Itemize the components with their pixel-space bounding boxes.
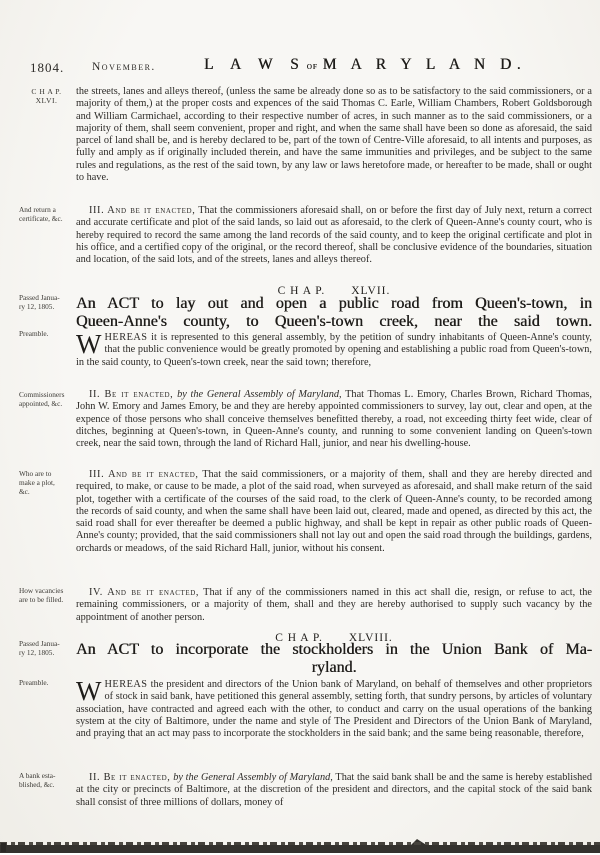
enacting-clause: III. And be it enacted, [89, 205, 196, 216]
enacting-clause: III. And be it enacted, [89, 469, 199, 480]
chapter-number: XLVII. [351, 285, 391, 297]
title-maryland: M A R Y L A N D. [322, 56, 527, 73]
margin-note-line: Passed Janua- [19, 639, 60, 648]
chap47-section4-paragraph [76, 587, 592, 624]
margin-note-line: Preamble. [19, 678, 49, 687]
section-text: That the commissioners aforesaid shall, on or before the first day of July next, return a correct and accurate certificate and plot of the said lands, so laid out as aforesaid, to the clerk of Queen-Anne's county court, who is hereby required to record the same among the land records of the said county, and to keep the original certificate and plot in his office, and a certified copy of the original, or the record thereof, shall be conclusive evidence of the boundaries, situation and location, of the said lots, and of the streets, lanes and alleys thereof. [76, 205, 592, 266]
margin-note-line: make a plot, [19, 478, 55, 487]
section-text: the president and directors of the Union bank of Maryland, on behalf of themselves and other proprietors of stock in said bank, have petitioned this general assembly, setting forth, that sundry persons, by articles of voluntary association, have contracted and agreed each with the other, to conduct and carry on the usual operations of the banking system at the city of Baltimore, under the name and style of The President and Directors of the Union Bank of Maryland, and praying that an act may pass to incorporate the stockholders in the said bank; and the same being reasonable, therefore, [76, 679, 592, 740]
act-title-line: An ACT to incorporate the stockholders in the Union Bank of Ma- [76, 641, 592, 658]
margin-note-bank-established [19, 771, 74, 789]
page-title [204, 56, 526, 74]
chapter-label: C H A P. [277, 285, 326, 297]
drop-cap-w: W [76, 329, 102, 359]
section-text: it is represented to this general assembly, by the petition of sundry inhabitants of Queen-Anne's county, that the public convenience would be greatly promoted by opening and establishing a public road from Queen's-town, in the said county, to Queen's-town creek, near the said town; therefore, [76, 332, 592, 368]
whereas-caps: HEREAS [104, 332, 148, 343]
act-title-48 [76, 641, 592, 677]
margin-note-line: A bank esta- [19, 771, 56, 780]
margin-note-line: are to be filled. [19, 595, 64, 604]
margin-note-make-plot [19, 469, 74, 496]
section-text: That the said commissioners, or a majority of them, shall and they are hereby directed and required, to make, or cause to be made, a plot of the said road, when surveyed as aforesaid, and shall make return of the said plot, together with a certificate of the courses of the said road, to the clerk of Queen-Anne's county, to be recorded among the records of said county, and when the same shall have been laid out, cleared, made and opened, as directed by this act, the said road shall for ever thereafter be deemed a public highway, and shall be kept in repair as other public roads of Queen-Anne's county; provided, that the said commissioners shall not lay out and open the said road through the buildings, gardens, orchards or meadows, of the said Richard Hall, junior, without his consent. [76, 469, 592, 554]
margin-note-passed-january-48 [19, 639, 74, 657]
margin-note-passed-january-47 [19, 293, 74, 311]
chap47-section3-paragraph [76, 469, 592, 555]
margin-note-line: Passed Janua- [19, 293, 60, 302]
scan-edge-bar [0, 845, 600, 853]
margin-note-line: C H A P. [31, 87, 62, 96]
margin-note-line: Preamble. [19, 329, 49, 338]
margin-note-line: &c. [19, 487, 30, 496]
section-text: That the said bank shall be and the same is hereby established at the city or precincts of Baltimore, at the discretion of the president and directors, and the capital stock of the said bank shall consist of three millions of dollars, money of [76, 772, 592, 808]
margin-note-line: XLVI. [35, 96, 58, 105]
section-text: That Thomas L. Emory, Charles Brown, Richard Thomas, John W. Emory and James Emory, be and they are hereby appointed commissioners to survey, lay out, clear and open, at the expence of those persons who shall conceive themselves benefitted thereby, a road, not exceeding thirty feet wide, clear of ditches, beginning at Queen's-town, in Queen-Anne's county, and running to some convenient landing on Queen's-town creek, near the said town, through the land of Richard Hall, junior, and near his dwelling-house. [76, 389, 592, 450]
act-title-47 [76, 295, 592, 331]
whereas-caps: HEREAS [104, 679, 148, 690]
margin-note-line: And return a [19, 205, 56, 214]
enacting-authority: by the General Assembly of Maryland, [170, 772, 333, 783]
act-title-line: An ACT to lay out and open a public road from Queen's-town, in [76, 295, 592, 312]
chap46-section3-paragraph [76, 205, 592, 266]
margin-note-line: blished, &c. [19, 780, 55, 789]
act-title-line: ryland. [311, 659, 357, 676]
margin-note-preamble-48 [19, 678, 74, 687]
margin-note-line: Who are to [19, 469, 52, 478]
margin-note-line: ry 12, 1805. [19, 648, 55, 657]
enacting-authority: by the General Assembly of Maryland, [173, 389, 342, 400]
margin-note-chap-xlvi [19, 87, 74, 105]
title-of: of [306, 61, 318, 72]
chap48-preamble-paragraph [76, 676, 592, 740]
margin-note-line: Commissioners [19, 390, 65, 399]
margin-note-preamble-47 [19, 329, 74, 338]
chapter-label: C H A P. [275, 632, 323, 644]
chap48-section2-paragraph [76, 772, 592, 809]
margin-note-commissioners [19, 390, 74, 408]
chap47-section2-paragraph [76, 389, 592, 450]
margin-note-line: How vacancies [19, 586, 64, 595]
margin-note-return-certificate [19, 205, 74, 223]
running-head-month: November. [92, 61, 156, 73]
chap47-preamble-paragraph [76, 329, 592, 369]
margin-note-line: ry 12, 1805. [19, 302, 55, 311]
enacting-clause: II. Be it enacted, [89, 772, 171, 783]
margin-note-vacancies [19, 586, 74, 604]
chapter-number: XLVIII. [348, 632, 393, 644]
drop-cap-w: W [76, 676, 102, 706]
enacting-clause: IV. And be it enacted, [89, 587, 200, 598]
scan-corner-mark [1, 843, 6, 852]
enacting-clause: II. Be it enacted, [89, 389, 174, 400]
act-title-line: Queen-Anne's county, to Queen's-town creek, near the said town. [76, 313, 592, 330]
chap46-continuation-paragraph: the streets, lanes and alleys thereof, (unless the same be already done so as to be satisfactory to the said commissioners, or a majority of them,) at the proper costs and expences of the said Thomas C. Earle, William Chambers, Robert Goldsborough and William Carmichael, according to their respective number of acres, in such manner as to the said commissioners, or a majority of them, shall seem convenient, proper and right, and when the same shall have been so done as aforesaid, the said parcel of land shall be, and is hereby declared to be, part of the town of Centre-Ville aforesaid, to all intents and purposes, as fully and amply as if originally included therein, and have the same immunities and privileges, and be subject to the same rules and regulations, as the rest of the said town, by any law or laws heretofore made, or hereafter to be made, shall or ought to have. [76, 86, 592, 184]
margin-note-line: appointed, &c. [19, 399, 63, 408]
running-head-year: 1804. [30, 60, 65, 75]
title-laws: L A W S [204, 56, 306, 73]
margin-note-line: certificate, &c. [19, 214, 63, 223]
section-text: That if any of the commissioners named in this act shall die, resign, or refuse to act, the remaining commissioners, or a majority of them, shall and they are hereby authorised to supply such vacancy by the appointment of another person. [76, 587, 592, 623]
